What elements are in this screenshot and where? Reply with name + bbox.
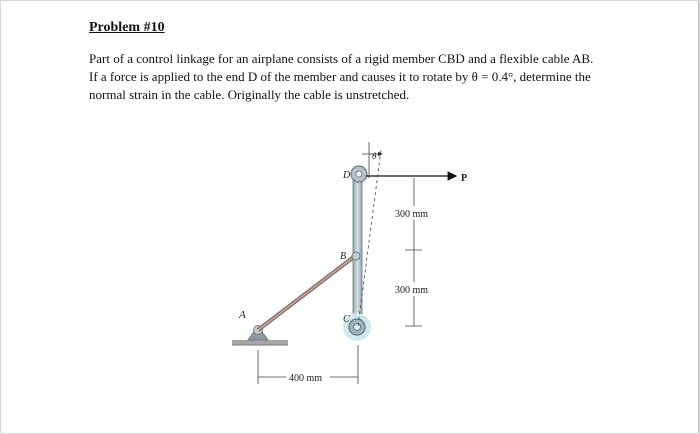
cable-highlight xyxy=(258,256,355,330)
label-c: C xyxy=(343,314,350,325)
problem-title: Problem #10 xyxy=(89,20,165,35)
dim-lower-300mm: 300 mm xyxy=(395,285,429,296)
problem-line-2: If a force is applied to the end D of the member and causes it to rotate by θ = 0.4°, determine the xyxy=(89,69,591,84)
pin-b xyxy=(352,252,360,260)
label-d: D xyxy=(343,170,351,181)
member-cbd xyxy=(353,174,362,326)
dim-upper-300mm: 300 mm xyxy=(395,209,429,220)
label-theta: θ xyxy=(372,151,377,161)
problem-line-3: normal strain in the cable. Originally the cable is unstretched. xyxy=(89,87,410,102)
vertical-dimension xyxy=(392,178,436,326)
label-b: B xyxy=(340,251,347,262)
dim-horizontal-400mm: 400 mm xyxy=(289,373,323,384)
label-p: P xyxy=(461,173,468,184)
label-a: A xyxy=(239,309,246,321)
problem-line-1: Part of a control linkage for an airplane consists of a rigid member CBD and a flexible cable AB. xyxy=(89,51,594,66)
